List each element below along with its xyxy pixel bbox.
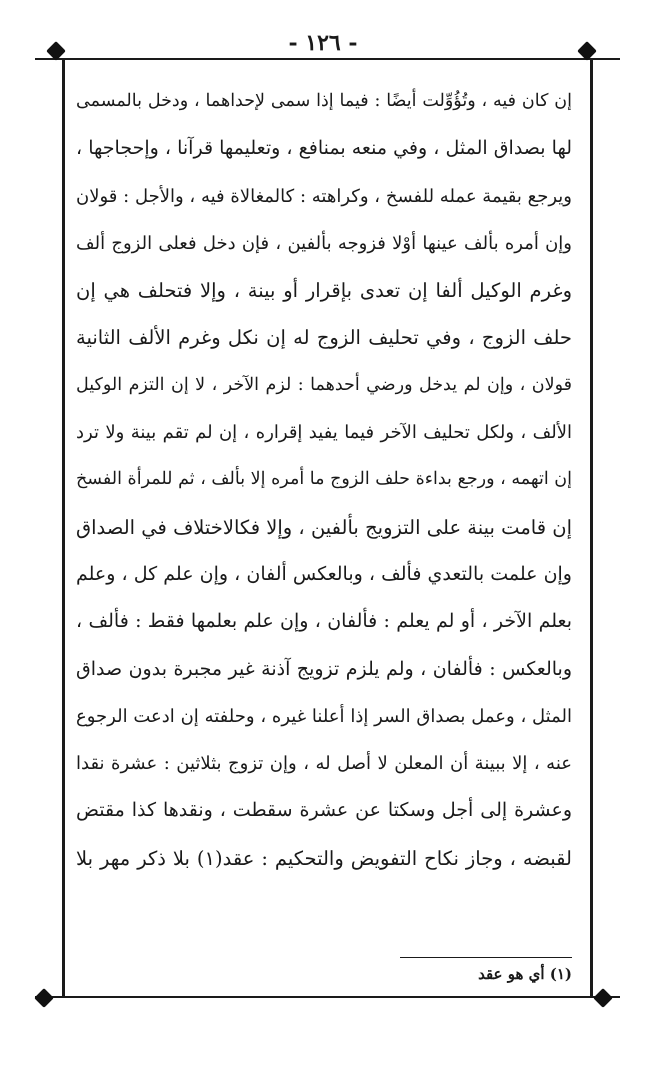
text-line: وعشرة إلى أجل وسكتا عن عشرة سقطت ، ونقدها كذا مقتض — [76, 799, 572, 822]
text-line: إن قامت بينة على التزويج بألفين ، وإلا فكالاختلاف في الصداق — [76, 515, 572, 539]
footnote: (١) أي هو عقد — [478, 965, 572, 983]
text-line: قولان ، وإن لم يدخل ورضي أحدهما : لزم الآخر ، لا إن التزم الوكيل — [76, 374, 572, 395]
body-text — [76, 78, 572, 882]
text-line: وبالعكس : فألفان ، ولم يلزم تزويج آذنة غير مجبرة بدون صداق — [76, 657, 572, 680]
text-line: المثل ، وعمل بصداق السر إذا أعلنا غيره ، وحلفته إن ادعت الرجوع — [76, 705, 572, 727]
text-line: وإن علمت بالتعدي فألف ، وبالعكس ألفان ، وإن علم كل ، وعلم — [76, 562, 572, 585]
text-line: وغرم الوكيل ألفا إن تعدى بإقرار أو بينة ، وإلا فتحلف هي إن — [76, 279, 572, 303]
corner-ornament-bottom-left — [34, 988, 54, 1008]
text-line: إن كان فيه ، وتُؤُوِّلت أيضًا : فيما إذا سمى لإحداهما ، ودخل بالمسمى — [76, 91, 572, 111]
footnote-divider — [400, 957, 572, 958]
text-line: لقبضه ، وجاز نكاح التفويض والتحكيم : عقد(١) بلا ذكر مهر بلا — [76, 846, 572, 870]
text-line: ويرجع بقيمة عمله للفسخ ، وكراهته : كالمغالاة فيه ، والأجل : قولان — [76, 185, 572, 207]
text-line: الألف ، ولكل تحليف الآخر فيما يفيد إقراره ، إن لم تقم بينة ولا ترد — [76, 422, 572, 444]
text-line: حلف الزوج ، وفي تحليف الزوج له إن نكل وغرم الألف الثانية — [76, 326, 572, 350]
text-line: عنه ، إلا ببينة أن المعلن لا أصل له ، وإن تزوج بثلاثين : عشرة نقدا — [76, 753, 572, 775]
text-line: وإن أمره بألف عينها أوْلا فزوجه بألفين ، فإن دخل فعلى الزوج ألف — [76, 232, 572, 254]
page-number: - ١٢٦ - — [288, 30, 358, 56]
corner-ornament-bottom-right — [593, 988, 613, 1008]
text-line: بعلم الآخر ، أو لم يعلم : فألفان ، وإن علم بعلمها فقط : فألف ، — [76, 610, 572, 633]
text-line: لها بصداق المثل ، وفي منعه بمنافع ، وتعليمها قرآنا ، وإحجاجها ، — [76, 137, 572, 160]
text-line: إن اتهمه ، ورجع بداءة حلف الزوج ما أمره إلا بألف ، ثم للمرأة الفسخ — [76, 469, 572, 490]
